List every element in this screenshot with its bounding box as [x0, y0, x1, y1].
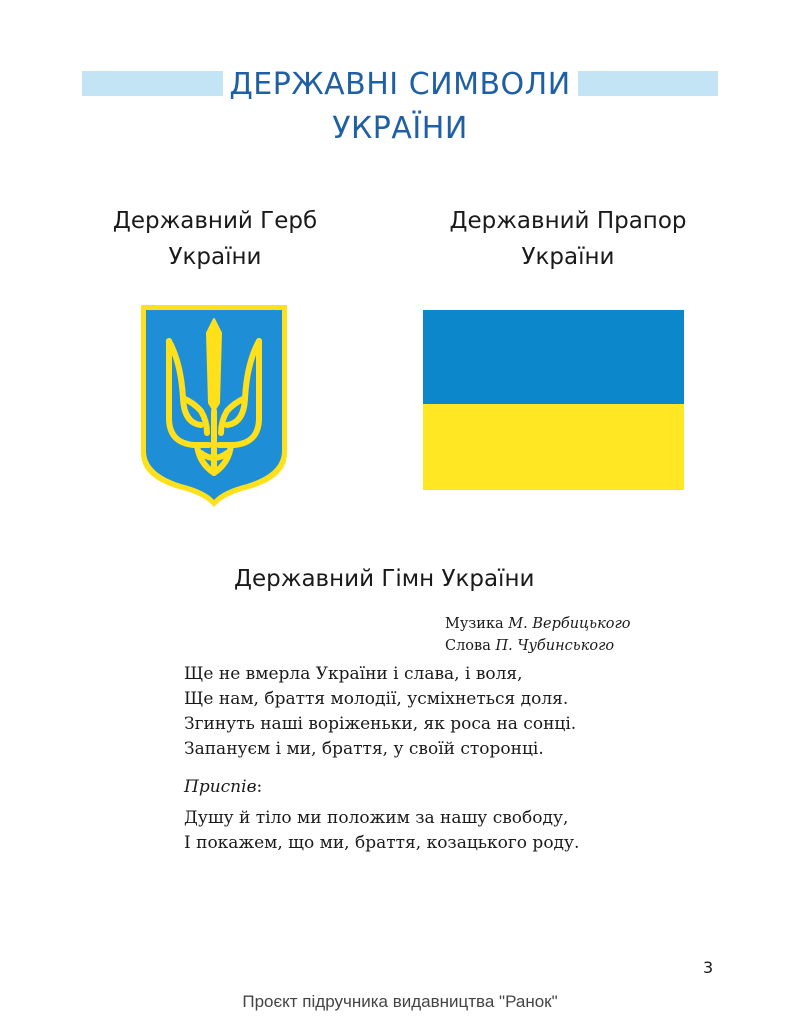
verse-line: Згинуть наші воріженьки, як роса на сонці. [184, 714, 577, 734]
flag-yellow-stripe [423, 404, 684, 490]
words-credit [445, 635, 631, 657]
page-title-line2: УКРАЇНИ [332, 111, 468, 146]
refrain-label-text: Приспів [184, 777, 257, 797]
footer-note: Проєкт підручника видавництва "Ранок" [242, 992, 558, 1011]
music-author: М. Вербицького [508, 616, 631, 632]
music-label: Музика [445, 616, 509, 632]
anthem-title: Державний Гімн України [234, 566, 535, 592]
anthem-credits [445, 613, 631, 657]
page-title-line1: ДЕРЖАВНІ СИМВОЛИ [229, 67, 571, 102]
refrain-label [184, 775, 262, 800]
coat-of-arms-trident-icon [139, 303, 289, 508]
coat-of-arms-caption [90, 203, 340, 275]
refrain-label-colon: : [256, 777, 263, 797]
verse-line: Ще нам, браття молодії, усміхнеться доля. [184, 689, 569, 709]
flag-blue-stripe [423, 310, 684, 404]
words-label: Слова [445, 638, 496, 654]
coat-of-arms-caption-line2: України [168, 244, 262, 270]
refrain-line: Душу й тіло ми положим за нашу свободу, [184, 808, 569, 828]
flag-caption [418, 203, 718, 275]
verse-line: Запануєм і ми, браття, у своїй сторонці. [184, 739, 544, 759]
flag-caption-line1: Державний Прапор [449, 208, 687, 234]
anthem-refrain [184, 806, 579, 856]
anthem-verse [184, 662, 576, 762]
words-author: П. Чубинського [495, 638, 615, 654]
coat-of-arms-caption-line1: Державний Герб [112, 208, 318, 234]
ukraine-flag [423, 310, 684, 490]
flag-caption-line2: України [521, 244, 615, 270]
page-number: 3 [703, 958, 714, 977]
refrain-line: І покажем, що ми, браття, козацького роду. [184, 833, 580, 853]
music-credit [445, 613, 631, 635]
verse-line: Ще не вмерла України і слава, і воля, [184, 664, 523, 684]
